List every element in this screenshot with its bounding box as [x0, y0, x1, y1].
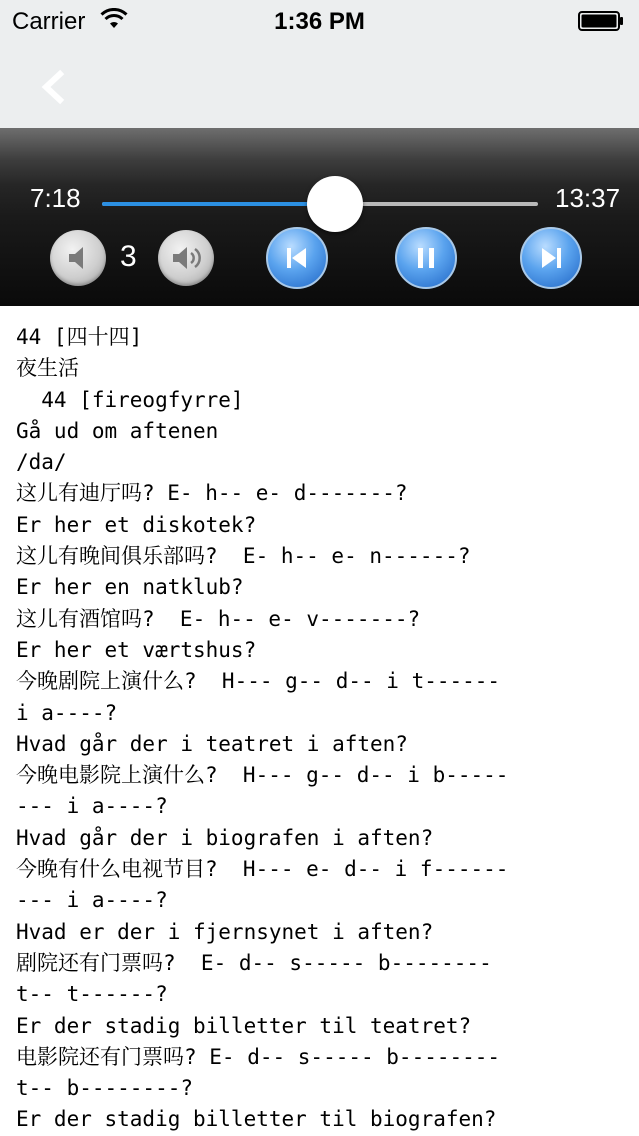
lesson-text [16, 322, 626, 1136]
next-button[interactable] [520, 227, 582, 289]
back-button[interactable] [30, 62, 74, 110]
skip-next-icon [522, 229, 580, 287]
lesson-line: Er der stadig billetter til biografen? [16, 1107, 497, 1132]
lesson-line: /da/ [16, 450, 67, 475]
lesson-line: --- i a----? [16, 794, 168, 819]
lesson-line: Er her et værtshus? [16, 637, 257, 662]
carrier-label: Carrier [12, 8, 86, 35]
pause-button[interactable] [395, 227, 457, 289]
battery-icon [578, 11, 624, 31]
lesson-line: Hvad går der i teatret i aften? [16, 731, 408, 756]
lesson-line: 这儿有迪厅吗? E- h-- e- d-------? [16, 481, 408, 506]
lesson-line: 今晚有什么电视节目? H--- e- d-- i f------ [16, 857, 509, 882]
lesson-line: 今晚电影院上演什么? H--- g-- d-- i b----- [16, 763, 509, 788]
lesson-line: i a----? [16, 700, 118, 725]
lesson-line: 电影院还有门票吗? E- d-- s----- b-------- [16, 1044, 501, 1069]
progress-slider[interactable] [102, 188, 538, 218]
lesson-line: Er her et diskotek? [16, 512, 257, 537]
speaker-high-icon [158, 230, 214, 286]
volume-up-button[interactable] [158, 230, 214, 286]
elapsed-time: 7:18 [30, 183, 81, 213]
lesson-line: Hvad er der i fjernsynet i aften? [16, 919, 434, 944]
lesson-line: Er her en natklub? [16, 575, 244, 600]
lesson-line: 这儿有酒馆吗? E- h-- e- v-------? [16, 606, 421, 631]
audio-player [0, 128, 639, 306]
lesson-line: 夜生活 [16, 356, 79, 381]
slider-fill [102, 202, 335, 206]
lesson-line: 44 [fireogfyrre] [16, 387, 244, 412]
lesson-line: 剧院还有门票吗? E- d-- s----- b-------- [16, 950, 492, 975]
slider-thumb[interactable] [307, 176, 363, 232]
skip-previous-icon [268, 229, 326, 287]
lesson-line: t-- t------? [16, 982, 168, 1007]
lesson-line: Hvad går der i biografen i aften? [16, 825, 434, 850]
lesson-line: 这儿有晚间俱乐部吗? E- h-- e- n------? [16, 544, 471, 569]
lesson-line: 44 [四十四] [16, 325, 143, 349]
previous-button[interactable] [266, 227, 328, 289]
lesson-line: 今晚剧院上演什么? H--- g-- d-- i t------ [16, 669, 501, 694]
pause-icon [397, 229, 455, 287]
volume-down-button[interactable] [50, 230, 106, 286]
lesson-line: Gå ud om aftenen [16, 418, 219, 443]
chevron-left-icon [30, 62, 74, 110]
total-time: 13:37 [555, 183, 621, 213]
speaker-low-icon [50, 230, 106, 286]
volume-level: 3 [120, 240, 137, 273]
lesson-line: --- i a----? [16, 888, 168, 913]
status-bar [0, 0, 639, 40]
lesson-line: t-- b--------? [16, 1076, 194, 1101]
status-time: 1:36 PM [274, 8, 365, 35]
lesson-line: Er der stadig billetter til teatret? [16, 1013, 472, 1038]
navigation-bar [0, 0, 639, 129]
